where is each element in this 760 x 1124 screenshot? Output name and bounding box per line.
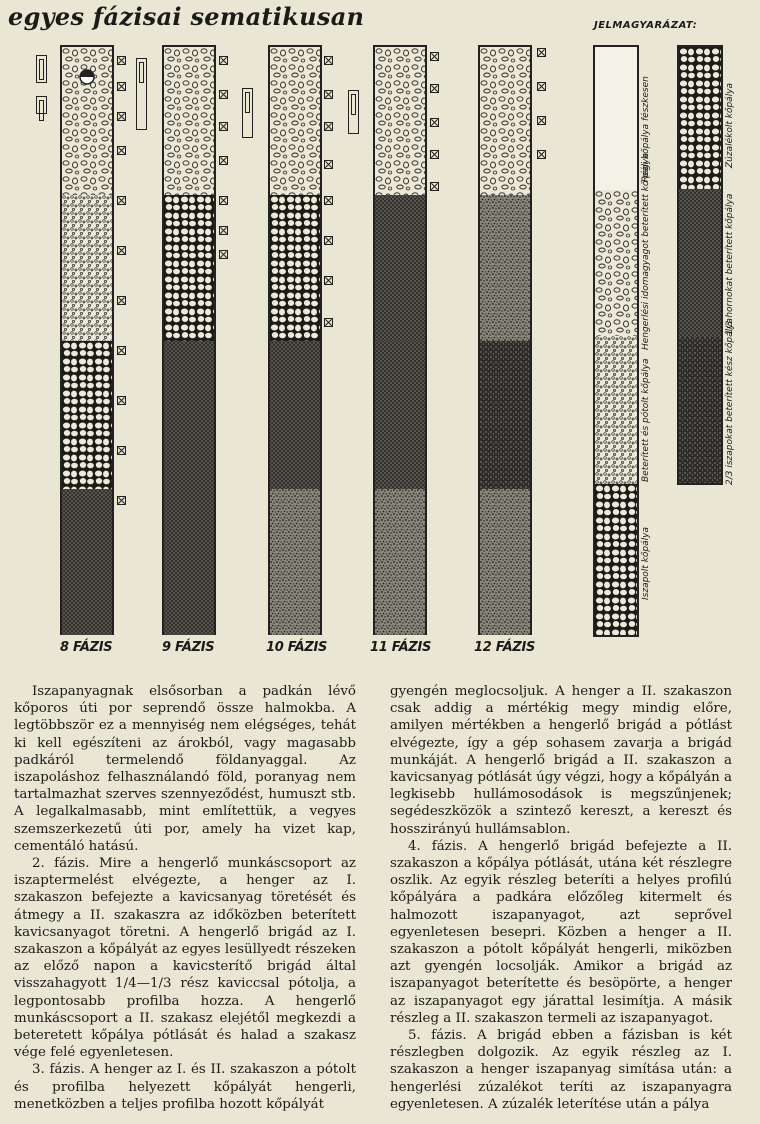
roller-icon: [36, 55, 47, 83]
marker-icon: [117, 446, 126, 455]
marker-icon: [430, 150, 439, 159]
legend-label: Beterített és pótolt kőpálya: [641, 358, 651, 482]
roller-icon: [242, 88, 253, 138]
marker-icon: [219, 122, 228, 131]
roller-icon: [348, 90, 359, 134]
paragraph: 4. fázis. A hengerlő brigád befejezte a II. szakaszon a kőpálya pótlását, utána két részlegre oszlik. Az egyik részleg beteríti a helyes profilú kőpályára a padkára előzőleg kitermelt és halmozott iszapanyagot, azt seprővel egyenletesen besepri. Közben a henger a II. szakaszon a pótolt kőpályát hengerli, miközben azt gyengén locsolják. Amikor a brigád az iszapanyagot beterítette és besöpörte, a henger az iszapanyagot egy járattal lesimítja. A másik részleg a II. szakaszon termeli az iszapanyagot.: [390, 838, 732, 1026]
marker-icon: [324, 56, 333, 65]
paragraph: 2. fázis. Mire a hengerlő munkáscsoport az iszaptermelést elvégezte, a henger az I. szakaszon befejezte a kavicsanyag töretését és átmegy a II. szakaszra az időközben beterített kavicsanyagot töretni. A hengerlő brigád az I. szakaszon a kőpályát az egyes lesüllyedt részeken az előző napon a kavicsterítő brigád által visszahagyott 1/4—1/3 rész kaviccsal pótolja, a legpontosabb profilba hozza. A hengerlő munkáscsoport a II. szakasz elejétől megkezdi a beteretett kőpálya pótlását és halad a szakasz vége felé egyenletesen.: [14, 856, 356, 1061]
paragraph: 3. fázis. A henger az I. és II. szakaszon a pótolt és profilba helyezett kőpályát hengerli, menetközben a teljes profilba hozott kőpályát: [14, 1062, 356, 1112]
marker-icon: [324, 90, 333, 99]
phase-11-column: [373, 45, 427, 635]
phase-label: 9 FÁZIS: [162, 640, 215, 655]
paragraph: Iszapanyagnak elsősorban a padkán lévő kőporos úti por seprendő össze halmokba. A legtöbbször ez a mennyiség nem elégséges, tehát ki kell egészíteni az árokból, vagy magasabb padkáról termelendő földanyaggal. Az iszapoláshoz felhasználandó föld, poranyag nem tartalmazhat szerves szennyeződést, humuszt stb. A legalkalmasabb, mint említettük, a vegyes szemszerkezetű úti por, amely ha vizet kap, cementáló hatású.: [14, 684, 356, 854]
roller-icon: [136, 58, 147, 130]
marker-icon: [117, 112, 126, 121]
text-column-left: [14, 683, 356, 1113]
marker-icon: [219, 56, 228, 65]
marker-icon: [219, 90, 228, 99]
marker-icon: [117, 496, 126, 505]
marker-icon: [117, 396, 126, 405]
marker-icon: [117, 146, 126, 155]
legend-label: Iszapolt kőpálya: [641, 527, 651, 600]
paragraph: gyengén meglocsoljuk. A henger a II. szakaszon csak addig a mértékig megy mindig előre, amilyen mértékben a hengerlő brigád a pótlást elvégezte, így a gép sohasem zavarja a brigád munkáját. A hengerlő brigád a II. szakaszon a kavicsanyag pótlását úgy végzi, hogy a kőpályán a legkisebb hullámosodások is megszűnjenek; segédeszközök a szintező kereszt, a kereszt és hosszirányú hullámsablon.: [390, 684, 732, 837]
marker-icon: [537, 48, 546, 57]
paragraph: 5. fázis. A brigád ebben a fázisban is két részlegben dolgozik. Az egyik részleg az I. szakaszon a henger iszapanyag simítása után: a hengerlési zúzalékot teríti az iszapanyagra egyenletesen. A zúzalék leterítése után a pálya: [390, 1028, 732, 1112]
legend-right-column: [677, 45, 723, 485]
legend-title: JELMAGYARÁZAT:: [594, 20, 698, 31]
legend-label: Zúzalékolt kőpálya: [725, 82, 735, 168]
page-title: egyes fázisai sematikusan: [8, 2, 365, 31]
marker-icon: [324, 196, 333, 205]
marker-icon: [537, 82, 546, 91]
phase-12-column: [478, 45, 532, 635]
marker-icon: [537, 116, 546, 125]
marker-icon: [430, 84, 439, 93]
marker-icon: [117, 246, 126, 255]
phase-10-column: [268, 45, 322, 635]
phase-9-column: [162, 45, 216, 635]
marker-icon: [117, 82, 126, 91]
text-column-right: [390, 683, 732, 1113]
marker-icon: [324, 122, 333, 131]
marker-icon: [537, 150, 546, 159]
marker-icon: [219, 226, 228, 235]
marker-icon: [219, 196, 228, 205]
marker-icon: [117, 196, 126, 205]
legend-left-column: [593, 45, 639, 637]
phase-label: 8 FÁZIS: [60, 640, 113, 655]
phase-8-column: [60, 45, 114, 635]
marker-icon: [324, 318, 333, 327]
marker-icon: [430, 182, 439, 191]
legend-label: Hengerlési idomagyagot beterített kő pálya: [641, 153, 651, 350]
phase-label: 12 FÁZIS: [474, 640, 536, 655]
marker-icon: [117, 346, 126, 355]
marker-icon: [430, 52, 439, 61]
marker-icon: [219, 250, 228, 259]
phase-label: 10 FÁZIS: [266, 640, 328, 655]
marker-icon: [117, 56, 126, 65]
phase-label: 11 FÁZIS: [370, 640, 432, 655]
roller-icon: [36, 96, 47, 114]
legend-label: 2/3 iszapokat beterített kész kőpálya: [725, 318, 735, 485]
marker-icon: [324, 160, 333, 169]
marker-icon: [219, 156, 228, 165]
marker-icon: [117, 296, 126, 305]
legend-label: 1/3 hornokat beterített kőpálya: [725, 193, 735, 335]
marker-icon: [430, 118, 439, 127]
legend-label: Régi kőpálya fészkesen: [641, 76, 651, 182]
marker-icon: [324, 276, 333, 285]
marker-icon: [324, 236, 333, 245]
